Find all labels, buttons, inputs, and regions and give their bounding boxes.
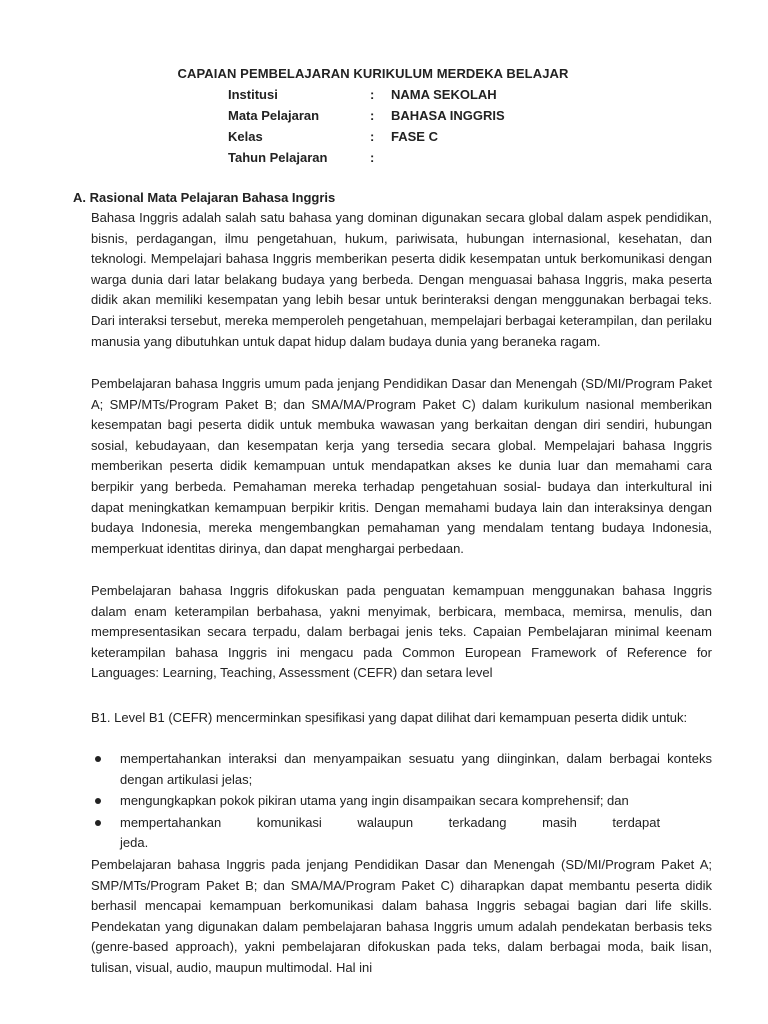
meta-colon: : [370,150,375,165]
meta-colon: : [370,108,375,123]
bullet-text: mempertahankan interaksi dan menyampaikan sesuatu yang diinginkan, dalam berbagai konteks dengan artikulasi jelas; [120,751,712,787]
section-heading: A. Rasional Mata Pelajaran Bahasa Inggris [73,190,336,205]
meta-value: FASE C [391,129,438,144]
list-item [91,813,712,854]
meta-value: NAMA SEKOLAH [391,87,497,102]
paragraph-rationale-2: Pembelajaran bahasa Inggris umum pada jenjang Pendidikan Dasar dan Menengah (SD/MI/Program Paket A; SMP/MTs/Program Paket B; dan SMA/MA/Program Paket C) dalam kurikulum nasional memberikan kesempatan bagi peserta didik untuk membuka wawasan yang berkaitan dengan diri sendiri, hubungan sosial, kebudayaan, dan kesempatan kerja yang tersedia secara global. Mempelajari bahasa Inggris memberikan peserta didik kemampuan untuk mendapatkan akses ke dunia luar dan memahami cara berpikir yang berbeda. Pemahaman mereka terhadap pengetahuan sosial- budaya dan interkultural ini dapat meningkatkan kemampuan berpikir kritis. Dengan memahami budaya lain dan interaksinya dengan budaya Indonesia, mereka mengembangkan pemahaman yang mendalam tentang budaya Indonesia, memperkuat identitas dirinya, dan dapat menghargai perbedaan. [91,376,712,556]
list-item [91,791,712,812]
paragraph-rationale-3: Pembelajaran bahasa Inggris difokuskan pada penguatan kemampuan menggunakan bahasa Inggris dalam enam keterampilan berbahasa, yakni menyimak, berbicara, membaca, memirsa, menulis, dan mempresentasikan secara terpadu, dalam berbagai jenis teks. Capaian Pembelajaran minimal keenam keterampilan bahasa Inggris ini mengacu pada Common European Framework of Reference for Languages: Learning, Teaching, Assessment (CEFR) dan setara level [91,583,712,681]
paragraph-rationale-1: Bahasa Inggris adalah salah satu bahasa yang dominan digunakan secara global dalam aspek pendidikan, bisnis, perdagangan, ilmu pengetahuan, hukum, pariwisata, hubungan internasional, kesehatan, dan teknologi. Mempelajari bahasa Inggris memberikan peserta didik kesempatan untuk berkomunikasi dengan warga dunia dari latar belakang budaya yang berbeda. Dengan menguasai bahasa Inggris, maka peserta didik akan memiliki kesempatan yang lebih besar untuk berinteraksi dengan menggunakan berbagai teks. Dari interaksi tersebut, mereka memperoleh pengetahuan, mempelajari berbagai keterampilan, dan perilaku manusia yang dibutuhkan untuk dapat hidup dalam budaya dunia yang beraneka ragam. [91,210,712,349]
bullet-list [91,749,712,855]
meta-colon: : [370,87,375,102]
paragraph-b1-intro: B1. Level B1 (CEFR) mencerminkan spesifikasi yang dapat dilihat dari kemampuan peserta didik untuk: [91,710,688,725]
bullet-icon [95,756,101,762]
bullet-text: mengungkapkan pokok pikiran utama yang ingin disampaikan secara komprehensif; dan [120,793,629,809]
bullet-icon [95,820,101,826]
list-item [91,749,712,790]
meta-label: Kelas [228,129,263,144]
meta-label: Tahun Pelajaran [228,150,328,165]
meta-label: Mata Pelajaran [228,108,320,123]
meta-colon: : [370,129,375,144]
meta-label: Institusi [228,87,278,102]
document-title: CAPAIAN PEMBELAJARAN KURIKULUM MERDEKA BELAJAR [177,66,569,81]
bullet-icon [95,798,101,804]
paragraph-approach: Pembelajaran bahasa Inggris pada jenjang Pendidikan Dasar dan Menengah (SD/MI/Program Paket A; SMP/MTs/Program Paket B; dan SMA/MA/Program Paket C) diharapkan dapat membantu peserta didik berhasil mencapai kemampuan berkomunikasi dalam bahasa Inggris sebagai bagian dari life skills. Pendekatan yang digunakan dalam pembelajaran bahasa Inggris umum adalah pendekatan berbasis teks (genre-based approach), yakni pembelajaran difokuskan pada teks, dalam berbagai moda, baik lisan, tulisan, visual, audio, maupun multimodal. Hal ini [91,857,712,975]
meta-value: BAHASA INGGRIS [391,108,505,123]
bullet-text: mempertahankan komunikasi walaupun terkadang masih terdapat jeda. [120,814,661,851]
